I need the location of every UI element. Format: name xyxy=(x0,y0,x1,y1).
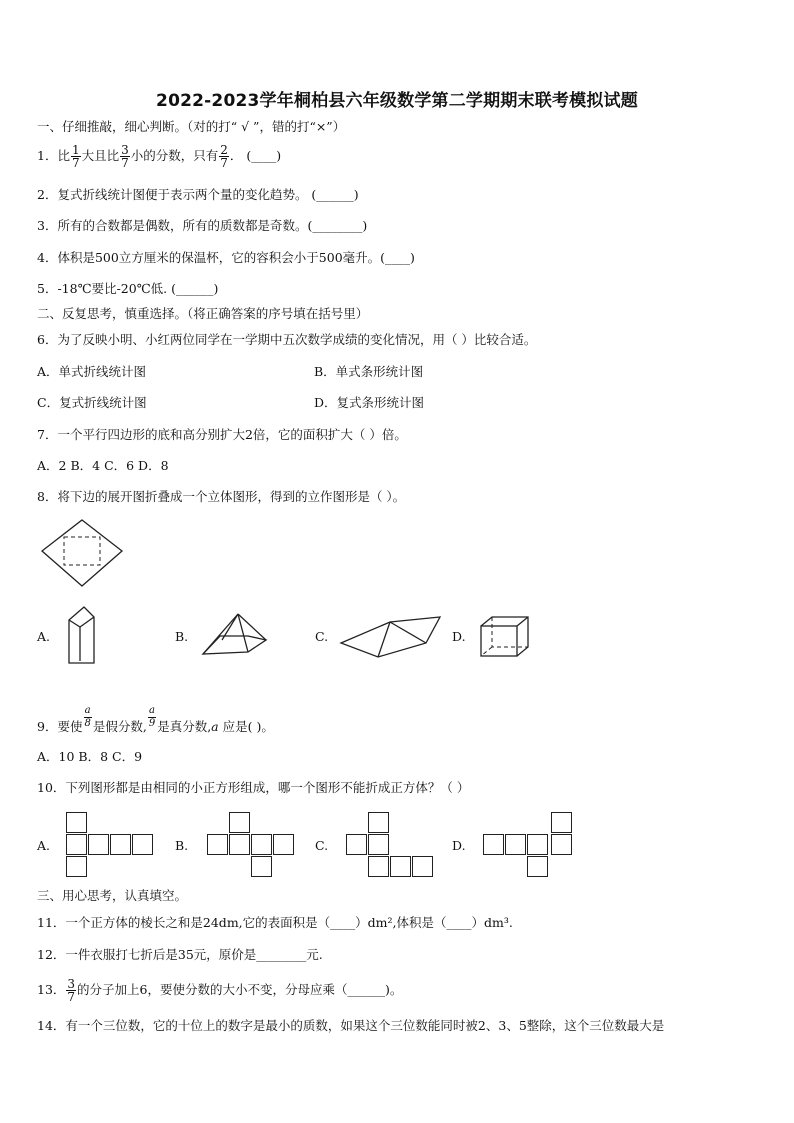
question-10-stem: 10．下列图形都是由相同的小正方形组成，哪一个图形不能折成正方体？（ ） xyxy=(37,780,470,795)
flat-prism-edge-2 xyxy=(390,622,426,643)
net-c-square xyxy=(390,856,411,877)
pyramid-edge-1 xyxy=(203,614,238,654)
q1-f1-num: 1 xyxy=(71,143,80,157)
q9-f2-den: 9 xyxy=(148,718,156,729)
q8-option-d-label: D. xyxy=(452,629,466,644)
question-5: 5．-18℃要比-20℃低. (______) xyxy=(37,281,219,296)
q1-f2-num: 3 xyxy=(121,143,129,157)
q9-text-d: 应是( )。 xyxy=(218,719,274,734)
question-8-stem: 8．将下边的展开图折叠成一个立体图形，得到的立作图形是（ ）。 xyxy=(37,489,406,504)
net-a-square xyxy=(132,834,153,855)
question-6-stem: 6．为了反映小明、小红两位同学在一学期中五次数学成绩的变化情况，用（ ）比较合适。 xyxy=(37,332,537,347)
q10-option-b-label: B. xyxy=(175,838,189,853)
pyramid-base xyxy=(203,636,266,654)
net-b-square xyxy=(229,834,250,855)
net-a-square xyxy=(110,834,131,855)
section-1-heading: 一、仔细推敲，细心判断。（对的打“ √ ”，错的打“×”） xyxy=(37,119,346,134)
q9-variable: a xyxy=(211,719,219,734)
net-base-square xyxy=(64,537,100,565)
q13-f-den: 7 xyxy=(67,990,76,1004)
question-1 xyxy=(37,144,281,169)
net-b-square xyxy=(207,834,228,855)
question-12: 12．一件衣服打七折后是35元，原价是________元. xyxy=(37,947,323,962)
q1-f3-den: 7 xyxy=(220,156,228,170)
net-b-square xyxy=(251,856,272,877)
net-c-square xyxy=(368,812,389,833)
q9-text-c: 是真分数, xyxy=(157,719,212,734)
net-d-square xyxy=(505,834,526,855)
q1-fraction-1 xyxy=(71,144,81,169)
net-a-square xyxy=(66,856,87,877)
net-c-square xyxy=(368,834,389,855)
q8-option-b-label: B. xyxy=(175,629,189,644)
net-outline xyxy=(42,520,122,586)
net-a-square xyxy=(66,812,87,833)
q13-text: 的分子加上6，要使分数的大小不变，分母应乘（______)。 xyxy=(77,982,403,997)
q13-number: 13． xyxy=(37,982,66,997)
q9-options: A．10 B．8 C．9 xyxy=(37,749,143,764)
net-a-square xyxy=(66,834,87,855)
section-3-heading: 三、用心思考，认真填空。 xyxy=(37,888,188,903)
q9-f1-den: 8 xyxy=(84,718,91,729)
q1-text-a: 比 xyxy=(57,148,70,163)
net-c-square xyxy=(368,856,389,877)
question-4: 4．体积是500立方厘米的保温杯，它的容积会小于500毫升。(____) xyxy=(37,250,415,265)
net-a-square xyxy=(88,834,109,855)
q1-fraction-2 xyxy=(120,144,130,169)
net-c-square xyxy=(412,856,433,877)
question-13 xyxy=(37,978,402,1003)
q6-option-b: B．单式条形统计图 xyxy=(314,364,424,379)
page-title: 2022-2023学年桐柏县六年级数学第二学期期末联考模拟试题 xyxy=(156,91,638,111)
q9-f2-num: a xyxy=(149,705,155,716)
q6-option-c: C．复式折线统计图 xyxy=(37,395,147,410)
net-d-square xyxy=(483,834,504,855)
q6-option-a: A．单式折线统计图 xyxy=(37,364,147,379)
q9-fraction-2 xyxy=(148,705,156,730)
q9-text-a: 9．要使 xyxy=(37,719,83,734)
q1-f3-num: 2 xyxy=(220,143,228,157)
prism-outline xyxy=(69,607,94,663)
question-11: 11．一个正方体的棱长之和是24dm,它的表面积是（____）dm²,体积是（____）dm³. xyxy=(37,915,513,930)
q1-text-c: 小的分数，只有 xyxy=(130,148,219,163)
triangular-prism-flat-figure xyxy=(338,613,443,659)
question-9 xyxy=(37,705,274,740)
cube-hidden-edge-2 xyxy=(481,647,492,656)
question-3: 3．所有的合数都是偶数，所有的质数都是奇数。(________) xyxy=(37,218,368,233)
triangular-prism-figure xyxy=(66,605,102,665)
square-pyramid-figure xyxy=(200,612,270,658)
net-d-square xyxy=(527,856,548,877)
section-2-heading: 二、反复思考，慎重选择。（将正确答案的序号填在括号里） xyxy=(37,306,369,321)
q9-fraction-1 xyxy=(83,705,91,730)
q10-option-d-label: D. xyxy=(452,838,466,853)
q1-f1-den: 7 xyxy=(71,156,80,170)
net-b-square xyxy=(229,812,250,833)
net-c-square xyxy=(346,834,367,855)
net-d-square xyxy=(551,834,572,855)
question-7-stem: 7．一个平行四边形的底和高分别扩大2倍，它的面积扩大（ ）倍。 xyxy=(37,427,407,442)
q1-text-b: 大且比 xyxy=(81,148,120,163)
net-b-square xyxy=(273,834,294,855)
q1-text-d: ． (____) xyxy=(229,148,282,163)
q9-f1-num: a xyxy=(84,705,91,716)
cube-figure xyxy=(478,614,532,660)
prism-edge-3 xyxy=(80,617,94,627)
cube-edge xyxy=(517,617,528,626)
q1-f2-den: 7 xyxy=(121,156,129,170)
q6-option-d: D．复式条形统计图 xyxy=(314,395,425,410)
pyramid-edge-3 xyxy=(238,614,248,652)
question-2: 2．复式折线统计图便于表示两个量的变化趋势。 (______) xyxy=(37,187,359,202)
net-d-square xyxy=(527,834,548,855)
net-d-square xyxy=(551,812,572,833)
q1-fraction-3 xyxy=(219,144,229,169)
pyramid-net-figure xyxy=(40,518,125,590)
flat-prism-edge-1 xyxy=(378,622,390,657)
q13-f-num: 3 xyxy=(67,977,76,991)
q13-fraction xyxy=(66,978,76,1003)
net-b-square xyxy=(251,834,272,855)
prism-edge xyxy=(69,620,80,627)
q8-option-c-label: C. xyxy=(315,629,329,644)
q10-option-c-label: C. xyxy=(315,838,329,853)
q9-text-b: 是假分数, xyxy=(92,719,147,734)
q7-options: A．2 B．4 C．6 D．8 xyxy=(37,458,169,473)
q8-option-a-label: A. xyxy=(37,629,51,644)
q1-number: 1． xyxy=(37,148,58,163)
question-14: 14．有一个三位数，它的十位上的数字是最小的质数，如果这个三位数能同时被2、3、5整除，这个三位数最大是 xyxy=(37,1018,665,1033)
q10-option-a-label: A. xyxy=(37,838,51,853)
